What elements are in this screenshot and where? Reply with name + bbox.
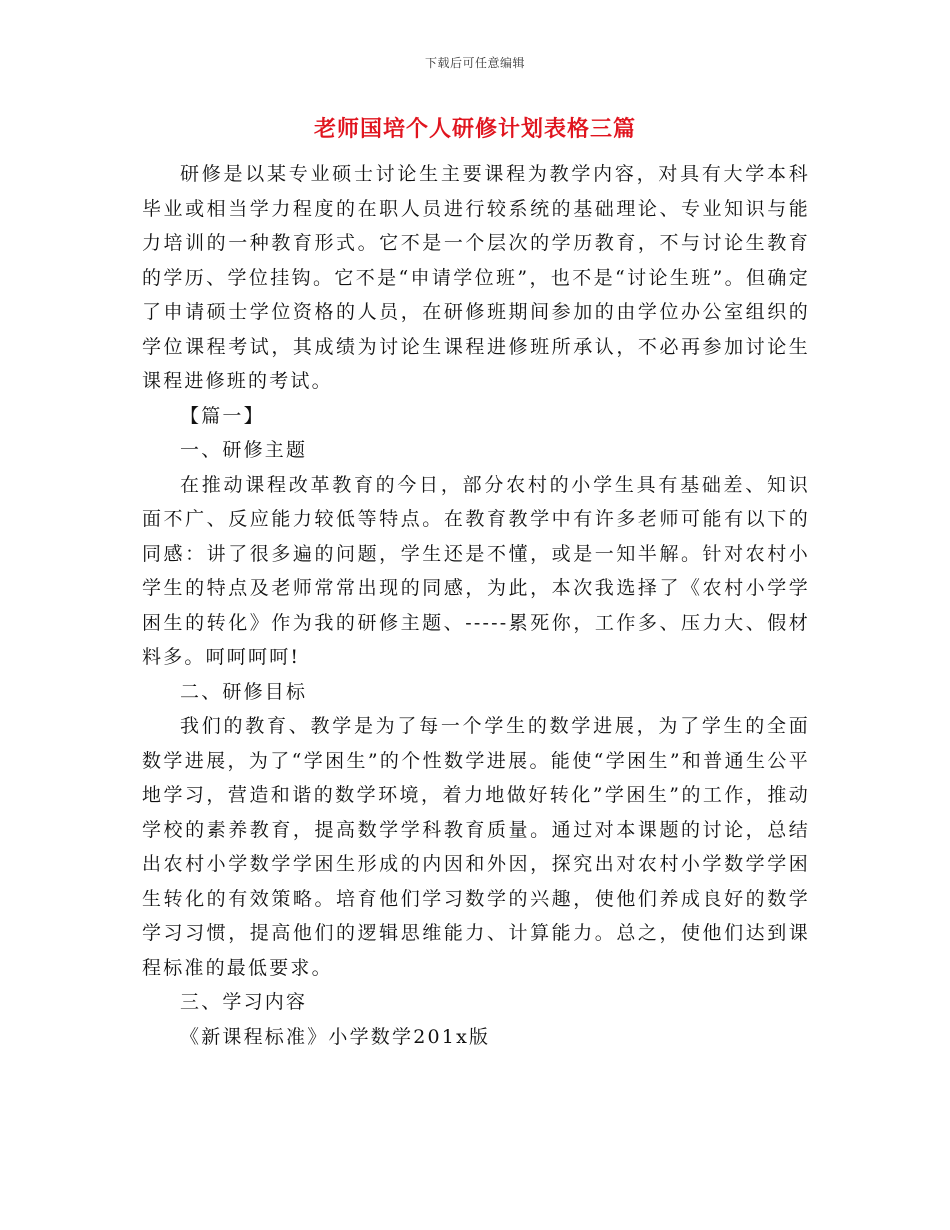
paragraph-learning-content: 《新课程标准》小学数学201x版 <box>180 1025 491 1048</box>
document-body <box>142 157 810 1054</box>
heading-research-theme: 一、研修主题 <box>180 439 308 461</box>
paragraph-intro: 研修是以某专业硕士讨论生主要课程为教学内容，对具有大学本科毕业或相当学力程度的在职人员进行较系统的基础理论、专业知识与能力培训的一种教育形式。它不是一个层次的学历教育，不与讨论生教育的学历、学位挂钩。它不是“申请学位班”，也不是“讨论生班”。但确定了申请硕士学位资格的人员，在研修班期间参加的由学位办公室组织的学位课程考试，其成绩为讨论生课程进修班所承认，不必再参加讨论生课程进修班的考试。 <box>142 163 810 392</box>
heading-research-goals: 二、研修目标 <box>180 680 308 703</box>
document-title: 老师国培个人研修计划表格三篇 <box>313 116 636 142</box>
paragraph-research-theme: 在推动课程改革教育的今日，部分农村的小学生具有基础差、知识面不广、反应能力较低等特点。在教育教学中有许多老师可能有以下的同感：讲了很多遍的问题，学生还是不懂，或是一知半解。针对农村小学生的特点及老师常常出现的同感，为此，本次我选择了《农村小学学困生的转化》作为我的研修主题、-----累死你，工作多、压力大、假材料多。呵呵呵呵! <box>142 473 810 668</box>
heading-learning-content: 三、学习内容 <box>180 991 308 1013</box>
header-note: 下载后可任意编辑 <box>424 56 525 70</box>
paragraph-research-goals: 我们的教育、教学是为了每一个学生的数学进展，为了学生的全面数学进展，为了“学困生”的个性数学进展。能使“学困生”和普通生公平地学习，营造和谐的数学环境，着力地做好转化”学困生”的工作，推动学校的素养教育，提高数学学科教育质量。通过对本课题的讨论，总结出农村小学数学学困生形成的内因和外因，探究出对农村小学数学学困生转化的有效策略。培育他们学习数学的兴趣，使他们养成良好的数学学习习惯，提高他们的逻辑思维能力、计算能力。总之，使他们达到课程标准的最低要求。 <box>142 715 810 979</box>
section-label-part-one: 【篇一】 <box>180 404 265 427</box>
